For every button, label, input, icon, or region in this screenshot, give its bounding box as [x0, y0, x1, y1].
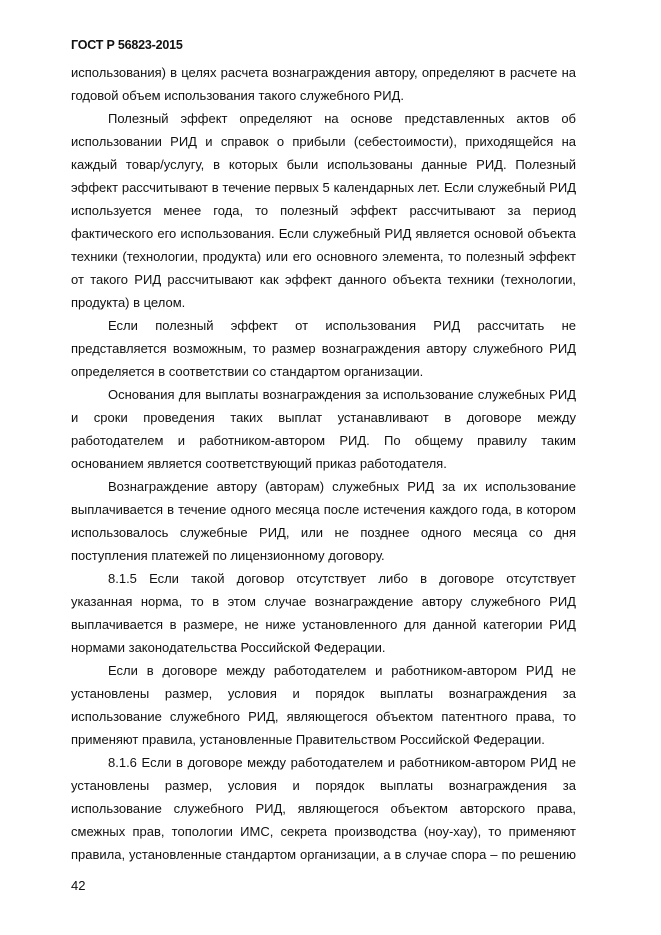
text-line: от такого РИД рассчитывают как эффект данного объекта техники (технологии, — [71, 272, 576, 287]
text-line: нормами законодательства Российской Федерации. — [71, 640, 386, 655]
text-line: и сроки проведения таких выплат устанавливают в договоре между — [71, 410, 576, 425]
text-line: указанная норма, то в этом случае вознаграждение автору служебного РИД — [71, 594, 576, 609]
paragraph — [71, 383, 576, 475]
text-line: поступления платежей по лицензионному договору. — [71, 548, 385, 563]
text-line: Полезный эффект определяют на основе представленных актов об — [108, 111, 576, 126]
text-line: представляется возможным, то размер вознаграждения автору служебного РИД — [71, 341, 576, 356]
paragraph — [71, 61, 576, 107]
text-line: установлены размер, условия и порядок выплаты вознаграждения за — [71, 686, 576, 701]
text-line: выплачивается в размере, не ниже установленного для данной категории РИД — [71, 617, 576, 632]
text-line: 8.1.5 Если такой договор отсутствует либо в договоре отсутствует — [108, 571, 576, 586]
text-line: техники (технологии, продукта) или его основного элемента, то полезный эффект — [71, 249, 576, 264]
text-line: основанием является соответствующий приказ работодателя. — [71, 456, 447, 471]
text-line: работодателем и работником-автором РИД. По общему правилу таким — [71, 433, 576, 448]
paragraph — [71, 659, 576, 751]
text-line: Основания для выплаты вознаграждения за использование служебных РИД — [108, 387, 576, 402]
text-line: правила, установленные стандартом организации, а в случае спора – по решению — [71, 847, 576, 862]
document-body — [71, 61, 576, 866]
text-line: каждый товар/услугу, в которых были использованы данные РИД. Полезный — [71, 157, 576, 172]
text-line: Если полезный эффект от использования РИД рассчитать не — [108, 318, 576, 333]
text-line: выплачивается в течение одного месяца после истечения каждого года, в котором — [71, 502, 576, 517]
text-line: 8.1.6 Если в договоре между работодателем и работником-автором РИД не — [108, 755, 576, 770]
text-line: Вознаграждение автору (авторам) служебных РИД за их использование — [108, 479, 576, 494]
paragraph — [71, 475, 576, 567]
text-line: использовалось служебные РИД, или не позднее одного месяца со дня — [71, 525, 576, 540]
text-line: Если в договоре между работодателем и работником-автором РИД не — [108, 663, 576, 678]
page-number: 42 — [71, 878, 86, 893]
text-line: используется менее года, то полезный эффект рассчитывают за период — [71, 203, 576, 218]
text-line: смежных прав, топологии ИМС, секрета производства (ноу-хау), то применяют — [71, 824, 576, 839]
paragraph — [71, 107, 576, 314]
text-line: использование служебного РИД, являющегося объектом авторского права, — [71, 801, 576, 816]
text-line: фактического его использования. Если служебный РИД является основой объекта — [71, 226, 576, 241]
text-line: использования) в целях расчета вознаграждения автору, определяют в расчете на — [71, 65, 576, 80]
paragraph — [71, 751, 576, 866]
text-line: использование служебного РИД, являющегося объектом патентного права, то — [71, 709, 576, 724]
text-line: применяют правила, установленные Правительством Российской Федерации. — [71, 732, 545, 747]
document-header: ГОСТ Р 56823-2015 — [71, 38, 183, 52]
paragraph — [71, 314, 576, 383]
text-line: эффект рассчитывают в течение первых 5 календарных лет. Если служебный РИД — [71, 180, 576, 195]
text-line: годовой объем использования такого служебного РИД. — [71, 88, 404, 103]
paragraph — [71, 567, 576, 659]
text-line: определяется в соответствии со стандартом организации. — [71, 364, 424, 379]
text-line: установлены размер, условия и порядок выплаты вознаграждения за — [71, 778, 576, 793]
text-line: использовании РИД и справок о прибыли (себестоимости), приходящейся на — [71, 134, 576, 149]
text-line: продукта) в целом. — [71, 295, 186, 310]
